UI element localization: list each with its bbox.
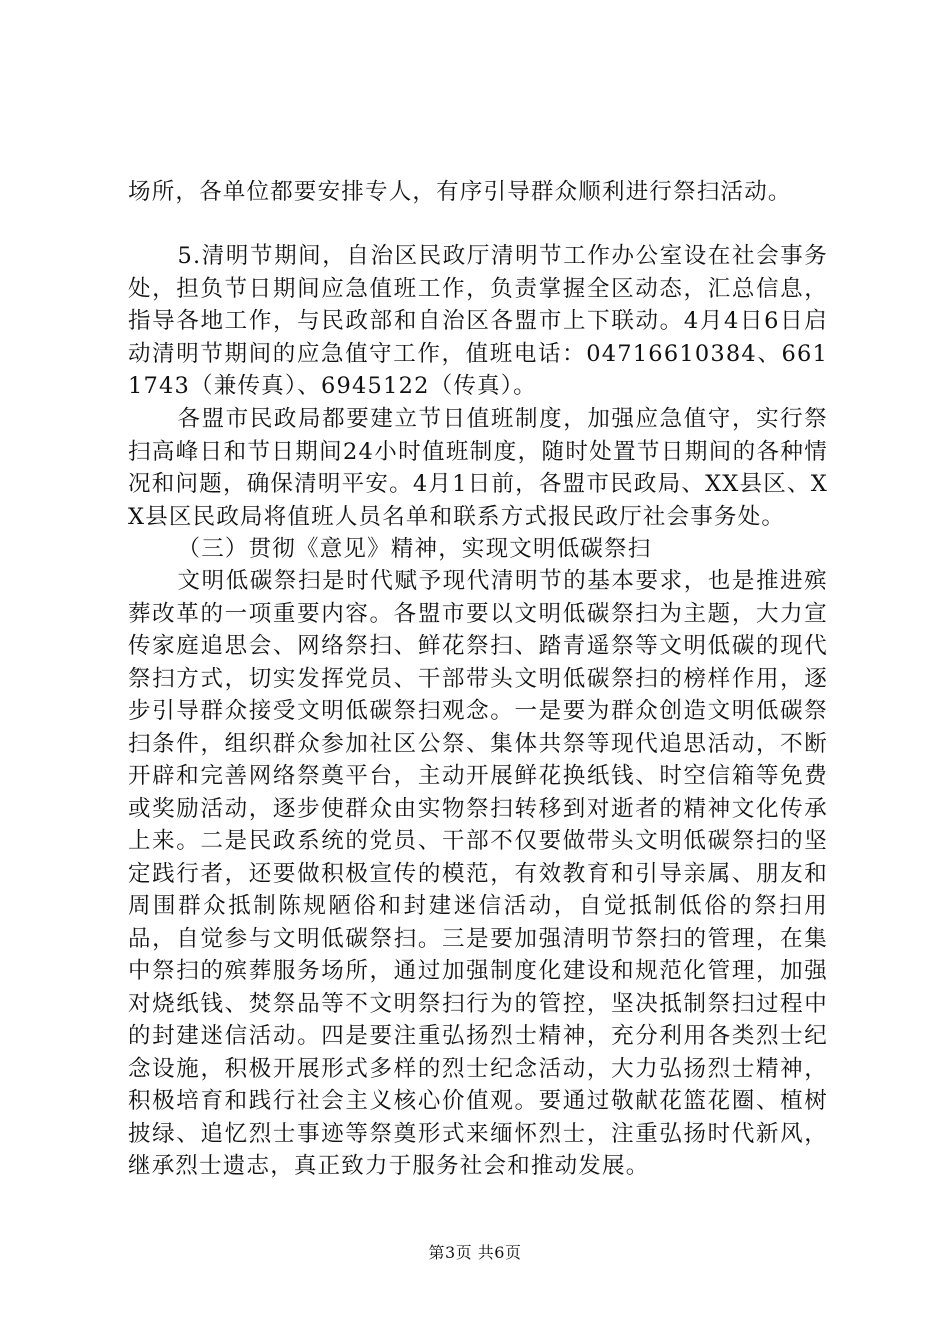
paragraph-duty-system: 各盟市民政局都要建立节日值班制度，加强应急值守，实行祭扫高峰日和节日期间24小时值班制度，随时处置节日期间的各种情况和问题，确保清明平安。4月1日前，各盟市民政局、XX县区、XX县区民政局将值班人员名单和联系方式报民政厅社会事务处。 [128, 406, 828, 530]
page-footer: 第3页 共6页 [428, 1243, 522, 1262]
section-heading: （三）贯彻《意见》精神，实现文明低碳祭扫 [177, 536, 652, 562]
paragraph-civilized-sweeping: 文明低碳祭扫是时代赋予现代清明节的基本要求，也是推进殡葬改革的一项重要内容。各盟市要以文明低碳祭扫为主题，大力宣传家庭追思会、网络祭扫、鲜花祭扫、踏青遥祭等文明低碳的现代祭扫方式，切实发挥党员、干部带头文明低碳祭扫的榜样作用，逐步引导群众接受文明低碳祭扫观念。一是要为群众创造文明低碳祭扫条件，组织群众参加社区公祭、集体共祭等现代追思活动，不断开辟和完善网络祭奠平台，主动开展鲜花换纸钱、时空信箱等免费或奖励活动，逐步使群众由实物祭扫转移到对逝者的精神文化传承上来。二是民政系统的党员、干部不仅要做带头文明低碳祭扫的坚定践行者，还要做积极宣传的模范，有效教育和引导亲属、朋友和周围群众抵制陈规陋俗和封建迷信活动，自觉抵制低俗的祭扫用品，自觉参与文明低碳祭扫。三是要加强清明节祭扫的管理，在集中祭扫的殡葬服务场所，通过加强制度化建设和规范化管理，加强对烧纸钱、焚祭品等不文明祭扫行为的管控，坚决抵制祭扫过程中的封建迷信活动。四是要注重弘扬烈士精神，充分利用各类烈士纪念设施，积极开展形式多样的烈士纪念活动，大力弘扬烈士精神，积极培育和践行社会主义核心价值观。要通过敬献花篮花圈、植树披绿、追忆烈士事迹等祭奠形式来缅怀烈士，注重弘扬时代新风，继承烈士遗志，真正致力于服务社会和推动发展。 [128, 568, 828, 1179]
paragraph-duty-arrangement: 5.清明节期间，自治区民政厅清明节工作办公室设在社会事务处，担负节日期间应急值班工作，负责掌握全区动态，汇总信息，指导各地工作，与民政部和自治区各盟市上下联动。4月4日6日启动清明节期间的应急值守工作，值班电话：04716610384、6611743（兼传真）、6945122（传真）。 [128, 243, 828, 399]
paragraph-continuation: 场所，各单位都要安排专人，有序引导群众顺利进行祭扫活动。 [128, 179, 792, 205]
